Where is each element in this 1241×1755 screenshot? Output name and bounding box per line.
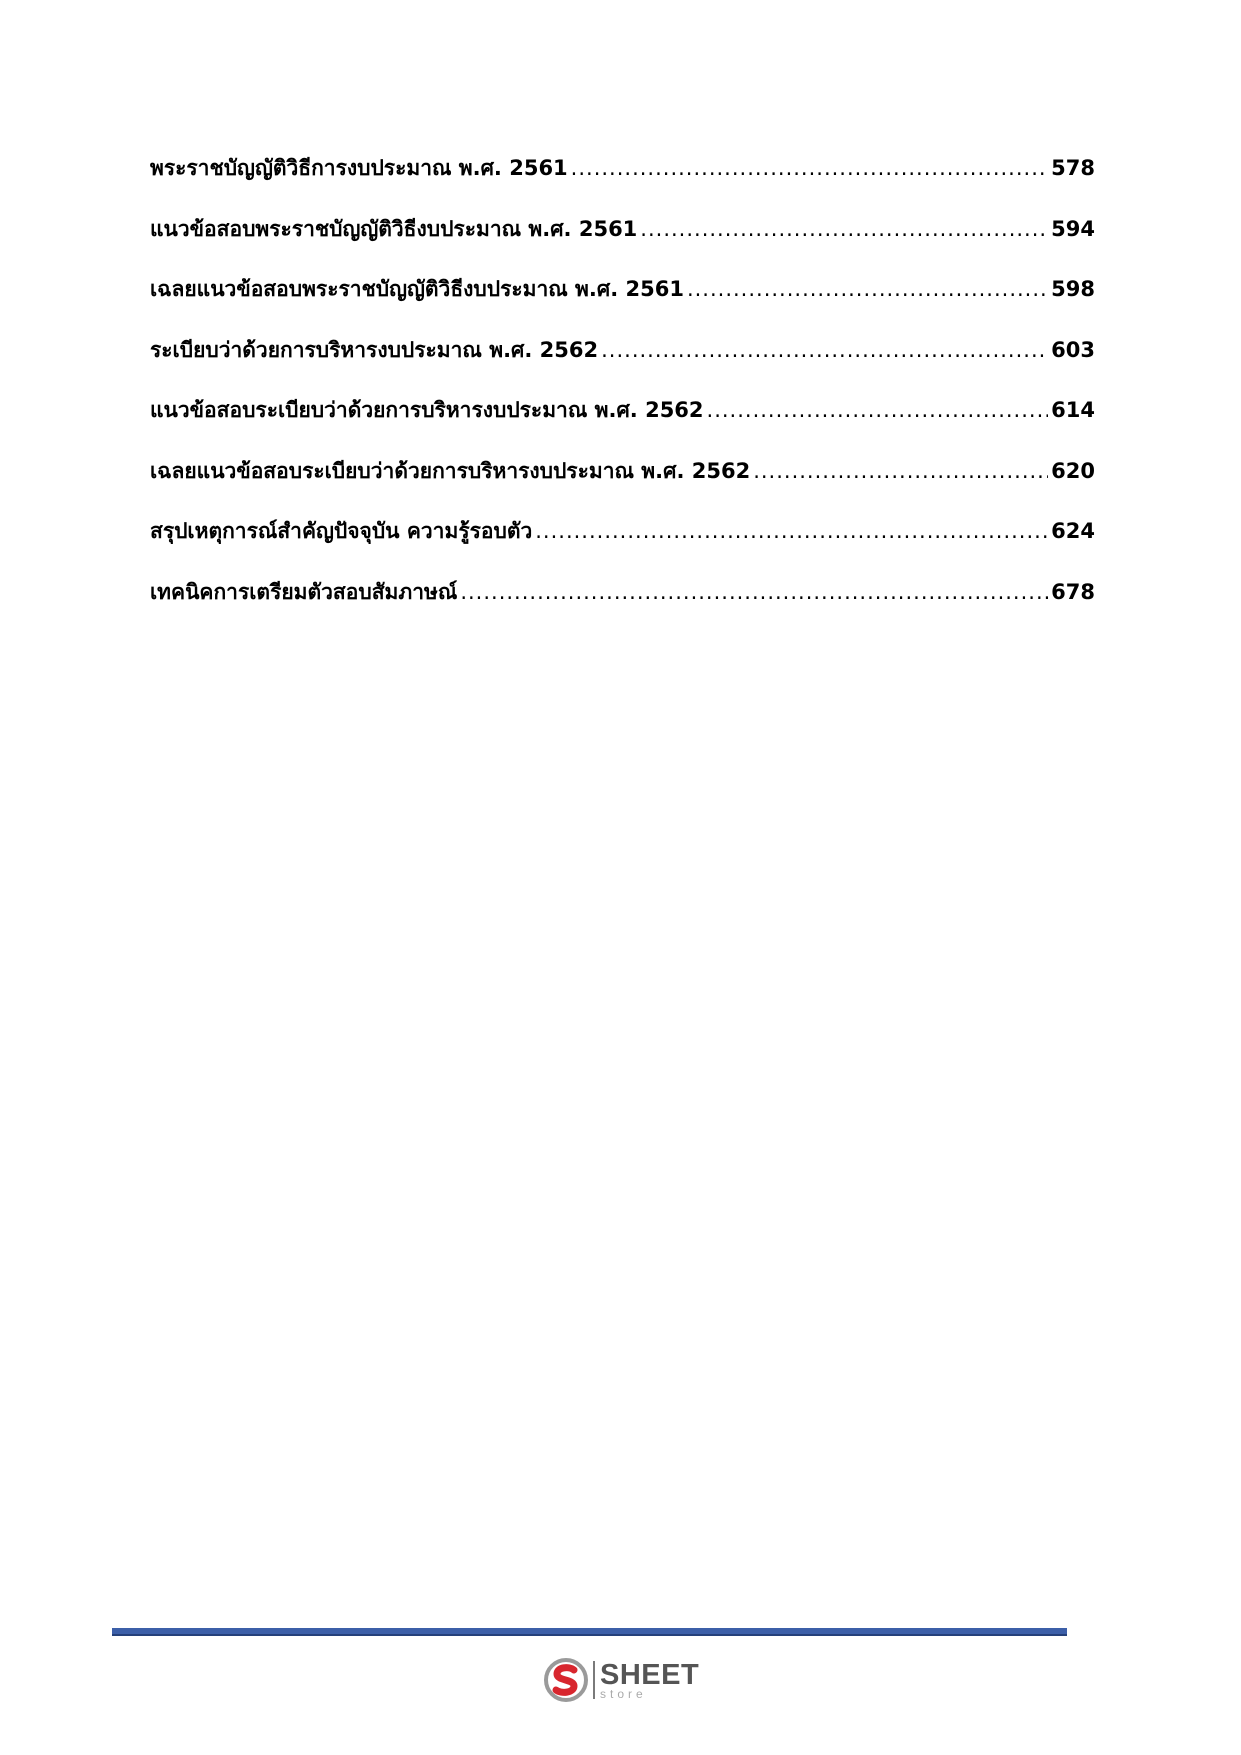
toc-leader-dots — [535, 519, 1048, 543]
toc-leader-dots — [687, 277, 1048, 301]
toc-entry-page: 678 — [1051, 579, 1095, 604]
sheet-store-logo — [543, 1655, 699, 1705]
toc-entry[interactable] — [150, 213, 1095, 274]
toc-entry-page: 614 — [1051, 398, 1095, 422]
footer-divider — [112, 1628, 1067, 1636]
toc-entry[interactable] — [150, 515, 1095, 576]
toc-leader-dots — [601, 338, 1048, 362]
toc-entry-title: สรุปเหตุการณ์สำคัญปัจจุบัน ความรู้รอบตัว — [150, 519, 533, 543]
toc-entry[interactable] — [150, 394, 1095, 455]
toc-entry[interactable] — [150, 576, 1095, 637]
table-of-contents — [150, 152, 1095, 636]
toc-entry-title: แนวข้อสอบระเบียบว่าด้วยการบริหารงบประมาณ พ.ศ. 2562 — [150, 398, 704, 422]
logo-subword: store — [600, 1686, 647, 1701]
toc-entry[interactable] — [150, 455, 1095, 516]
toc-leader-dots — [460, 580, 1048, 604]
toc-leader-dots — [707, 398, 1049, 422]
sheet-store-logo-icon — [543, 1657, 589, 1703]
toc-leader-dots — [571, 156, 1048, 180]
toc-entry-title: ระเบียบว่าด้วยการบริหารงบประมาณ พ.ศ. 2562 — [150, 337, 599, 362]
toc-entry-title: เฉลยแนวข้อสอบระเบียบว่าด้วยการบริหารงบประมาณ พ.ศ. 2562 — [150, 458, 751, 483]
toc-entry[interactable] — [150, 334, 1095, 395]
toc-entry-page: 598 — [1051, 277, 1095, 301]
toc-entry-title: พระราชบัญญัติวิธีการงบประมาณ พ.ศ. 2561 — [150, 156, 568, 180]
logo-word: SHEET — [600, 1658, 700, 1691]
toc-entry[interactable] — [150, 152, 1095, 213]
toc-entry-title: แนวข้อสอบพระราชบัญญัติวิธีงบประมาณ พ.ศ. 2561 — [150, 216, 638, 241]
toc-entry-title: เฉลยแนวข้อสอบพระราชบัญญัติวิธีงบประมาณ พ.ศ. 2561 — [150, 277, 684, 301]
toc-entry-page: 620 — [1051, 458, 1095, 483]
toc-leader-dots — [640, 217, 1048, 241]
logo-text — [600, 1658, 700, 1701]
toc-leader-dots — [753, 459, 1048, 483]
toc-entry-page: 594 — [1051, 216, 1095, 241]
toc-entry-page: 578 — [1051, 156, 1095, 180]
toc-entry-page: 624 — [1051, 519, 1095, 543]
toc-entry-title: เทคนิคการเตรียมตัวสอบสัมภาษณ์ — [150, 579, 458, 604]
toc-entry-page: 603 — [1051, 337, 1095, 362]
toc-entry[interactable] — [150, 273, 1095, 334]
logo-separator — [593, 1661, 595, 1699]
